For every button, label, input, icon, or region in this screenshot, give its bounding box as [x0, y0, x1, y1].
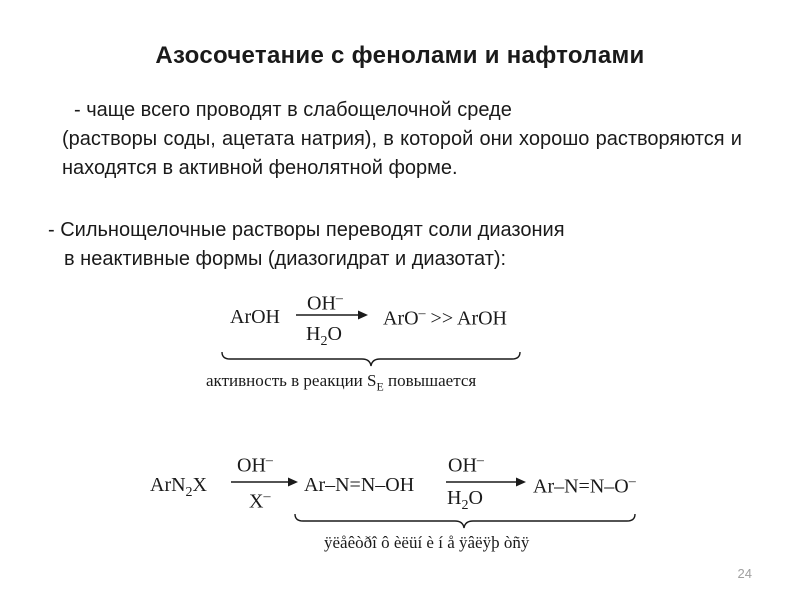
- scheme1-product: [383, 306, 507, 331]
- paragraph1-line1: - чаще всего проводят в слабощелочной среде: [74, 99, 512, 121]
- scheme2-reactant-suffix: X: [192, 474, 207, 496]
- scheme2-reagent1-top: [237, 453, 273, 478]
- scheme2-brace: [295, 514, 635, 528]
- scheme1-reactant: ArOH: [230, 306, 280, 328]
- scheme2-product-text: Ar–N=N–O: [533, 475, 629, 498]
- scheme1-reagent-bottom-sub: 2: [320, 334, 328, 349]
- paragraph1-line4: фенолятной форме.: [268, 157, 458, 179]
- scheme1-note-sub: E: [376, 379, 384, 394]
- scheme1-reagent-top-charge: –: [335, 291, 343, 306]
- scheme2-product: [533, 474, 636, 499]
- paragraph1-line2: (растворы соды, ацетата натрия), в которой они: [62, 128, 513, 150]
- scheme2-reactant: [150, 474, 207, 501]
- scheme2-reagent2-top-charge: –: [476, 453, 484, 468]
- scheme2-note: ÿëåêòðî ô èëüí è í å ÿâëÿþ òñÿ: [324, 533, 530, 552]
- scheme1-note-suffix: повышается: [383, 371, 477, 390]
- scheme2-reagent2-bottom: [447, 487, 483, 514]
- scheme2-arrow1: [231, 478, 298, 487]
- paragraph1-line3: хорошо растворяются и находятся в активной: [62, 128, 742, 179]
- scheme2-reactant-prefix: ArN: [150, 474, 186, 496]
- scheme2-reagent1-top-charge: –: [265, 453, 273, 468]
- scheme2-intermediate: Ar–N=N–OH: [304, 474, 415, 496]
- scheme1-reagent-bottom-o: O: [327, 323, 342, 345]
- scheme2-reactant-sub: 2: [185, 485, 193, 500]
- scheme2-reagent1-bottom-text: X: [249, 490, 264, 513]
- scheme2-reagent2-top: [448, 453, 484, 478]
- scheme1-reagent-bottom-h: H: [306, 323, 321, 345]
- scheme1-reagent-top-text: OH: [307, 292, 336, 315]
- page-number: 24: [737, 566, 752, 581]
- scheme2-reagent1-bottom: [249, 489, 270, 514]
- scheme2-reagent2-bottom-o: O: [468, 487, 483, 509]
- scheme1-product-charge: –: [418, 306, 426, 321]
- scheme2-arrow2: [446, 478, 526, 487]
- scheme2-reagent1-top-text: OH: [237, 454, 266, 477]
- scheme2-reagent2-bottom-sub: 2: [461, 498, 469, 513]
- scheme2-product-charge: –: [628, 474, 636, 489]
- scheme1-product-text: ArO: [383, 307, 419, 330]
- scheme1-reagent-top: [307, 291, 343, 316]
- scheme1-comparison: >> ArOH: [430, 307, 507, 330]
- scheme1-note: [206, 371, 476, 394]
- paragraph2-line1: - Сильнощелочные растворы переводят соли диазония: [48, 219, 565, 241]
- scheme1-note-prefix: активность в реакции S: [206, 371, 377, 390]
- scheme2-reagent2-bottom-h: H: [447, 487, 462, 509]
- scheme2-reagent1-bottom-charge: –: [263, 489, 271, 504]
- paragraph2-line2: в неактивные формы (диазогидрат и диазотат):: [64, 248, 507, 270]
- slide-title: Азосочетание с фенолами и нафтолами: [155, 42, 645, 69]
- scheme1-brace: [222, 352, 520, 366]
- scheme1-reagent-bottom: [306, 323, 342, 350]
- scheme2-reagent2-top-text: OH: [448, 454, 477, 477]
